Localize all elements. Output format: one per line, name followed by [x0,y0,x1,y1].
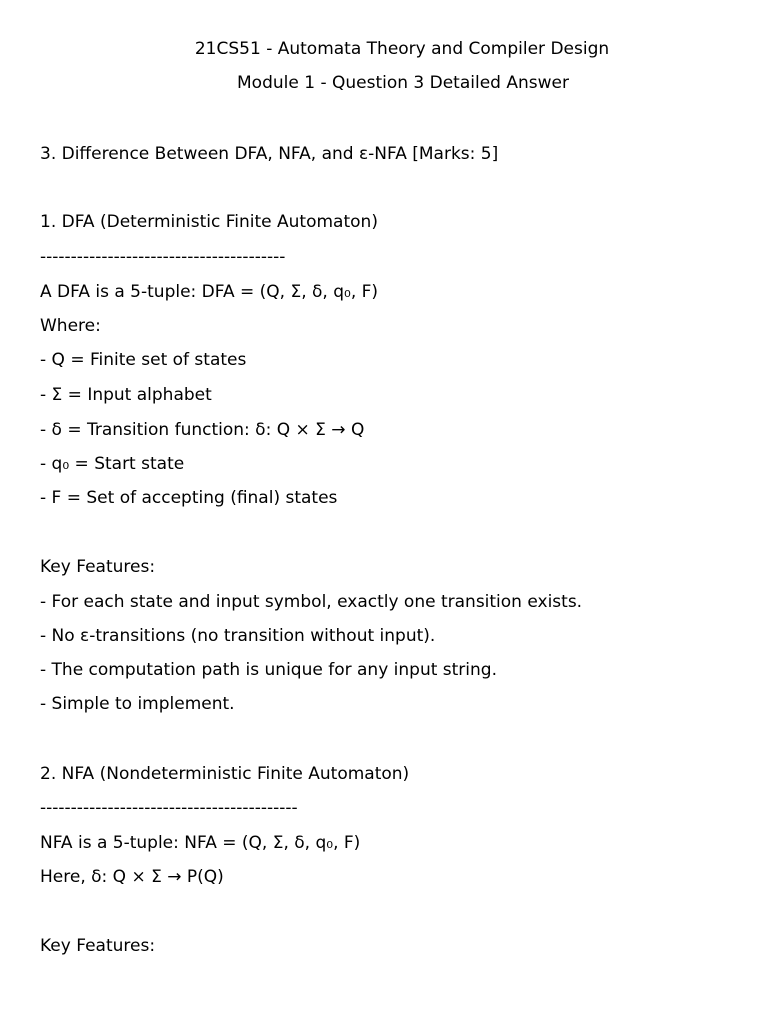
document-title: 21CS51 - Automata Theory and Compiler Design [194,39,610,59]
dfa-item-q: - Q = Finite set of states [40,350,247,370]
nfa-definition: NFA is a 5-tuple: NFA = (Q, Σ, δ, q₀, F) [40,833,361,853]
question-heading: 3. Difference Between DFA, NFA, and ε-NFA [Marks: 5] [40,144,499,164]
nfa-heading: 2. NFA (Nondeterministic Finite Automaton) [40,764,410,784]
nfa-delta: Here, δ: Q × Σ → P(Q) [40,867,224,887]
dfa-where: Where: [40,316,101,336]
dfa-feature-4: - Simple to implement. [40,694,235,714]
nfa-divider: ------------------------------------------ [40,798,298,818]
dfa-divider: ---------------------------------------- [40,247,286,267]
dfa-item-delta: - δ = Transition function: δ: Q × Σ → Q [40,420,365,440]
dfa-definition: A DFA is a 5-tuple: DFA = (Q, Σ, δ, q₀, F) [40,282,379,302]
dfa-feature-2: - No ε-transitions (no transition without input). [40,626,436,646]
dfa-feature-1: - For each state and input symbol, exactly one transition exists. [40,592,583,612]
dfa-feature-3: - The computation path is unique for any input string. [40,660,497,680]
dfa-item-sigma: - Σ = Input alphabet [40,385,212,405]
dfa-key-features-heading: Key Features: [40,557,156,577]
dfa-item-f: - F = Set of accepting (final) states [40,488,338,508]
dfa-heading: 1. DFA (Deterministic Finite Automaton) [40,212,378,232]
document-subtitle: Module 1 - Question 3 Detailed Answer [237,73,569,93]
nfa-key-features-heading: Key Features: [40,936,156,956]
dfa-item-q0: - q₀ = Start state [40,454,185,474]
